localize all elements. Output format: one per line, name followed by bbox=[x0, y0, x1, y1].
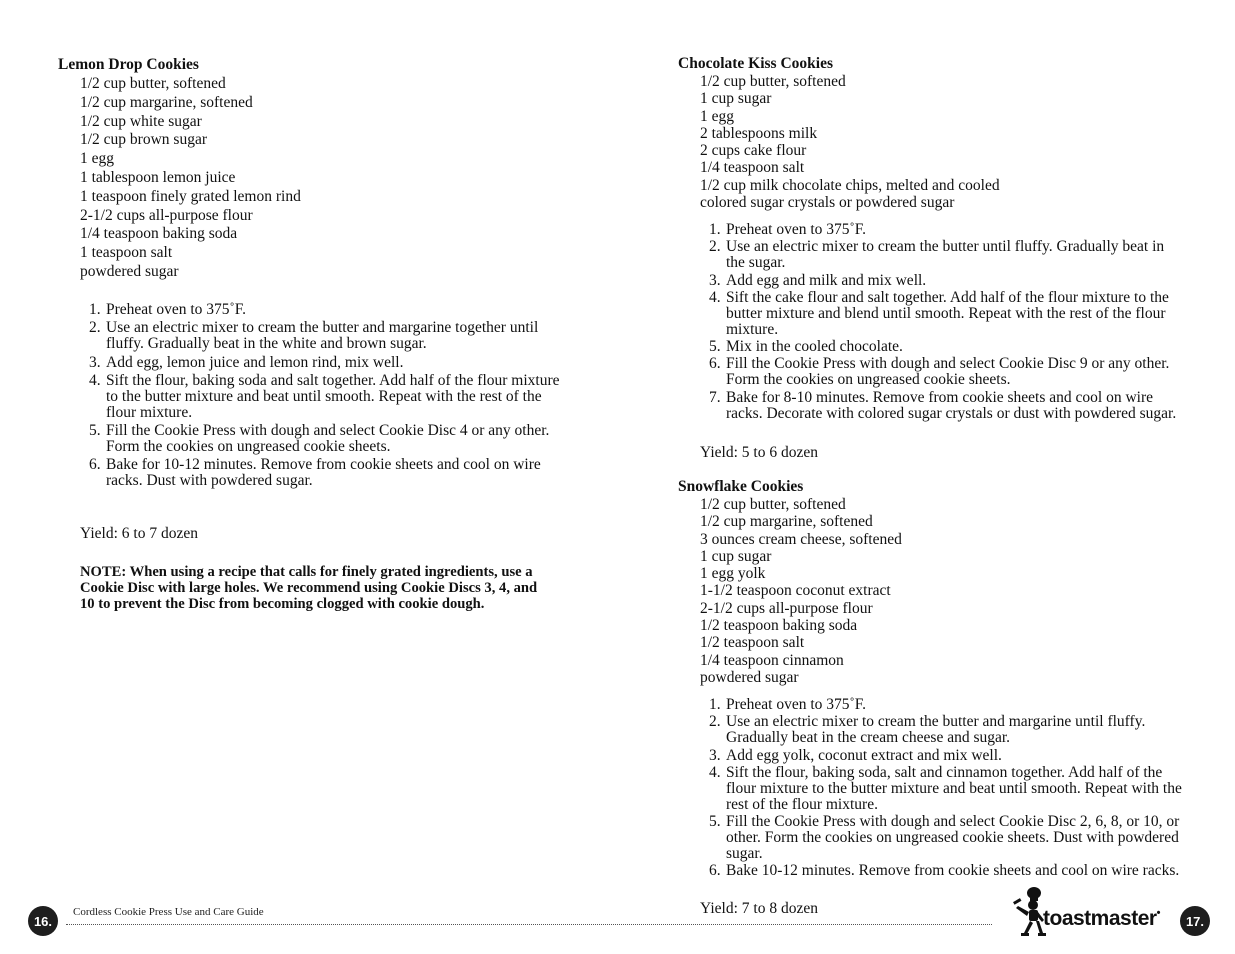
step: 3. Add egg and milk and mix well. bbox=[709, 271, 927, 289]
yield-text: Yield: 5 to 6 dozen bbox=[700, 444, 818, 461]
step: 5. Fill the Cookie Press with dough and select Cookie Disc 4 or any other. Form the cookies on ungreased cookie sheets. bbox=[89, 422, 550, 456]
ingredient: 1 egg bbox=[80, 150, 115, 168]
ingredient: 1/2 cup brown sugar bbox=[80, 131, 207, 149]
step: 6. Fill the Cookie Press with dough and select Cookie Disc 9 or any other. Form the cookies on ungreased cookie sheets. bbox=[709, 355, 1170, 389]
step: 1. Preheat oven to 375˚F. bbox=[709, 696, 866, 713]
ingredient: 1 tablespoon lemon juice bbox=[80, 168, 236, 186]
ingredient: 1 egg yolk bbox=[700, 565, 766, 583]
step: 1. Preheat oven to 375˚F. bbox=[89, 301, 246, 318]
step: 4. Sift the flour, baking soda, salt and cinnamon together. Add half of the flour mixture to the butter mixture and beat until smooth. Repeat with the rest of the flour mixture. bbox=[709, 763, 1182, 813]
page-number-left: 16. bbox=[28, 906, 58, 936]
ingredient: 1 cup sugar bbox=[700, 90, 772, 108]
ingredient: 1/2 cup white sugar bbox=[80, 112, 202, 130]
ingredient: 1/2 cup margarine, softened bbox=[80, 93, 253, 111]
ingredient-list bbox=[700, 496, 1188, 686]
ingredient: 1/2 cup butter, softened bbox=[80, 75, 226, 92]
ingredient: colored sugar crystals or powdered sugar bbox=[700, 194, 955, 212]
ingredient: 1/2 cup butter, softened bbox=[700, 73, 846, 90]
step: 7. Bake for 8-10 minutes. Remove from cookie sheets and cool on wire racks. Decorate with colored sugar crystals or dust with powdered sugar. bbox=[709, 388, 1177, 422]
step-list bbox=[89, 301, 566, 492]
step: 5. Mix in the cooled chocolate. bbox=[709, 338, 903, 356]
recipe-lemon-drop bbox=[58, 56, 560, 490]
recipe-snowflake bbox=[678, 478, 1188, 880]
step: 2. Use an electric mixer to cream the butter and margarine until fluffy. Gradually beat in the cream cheese and sugar. bbox=[709, 713, 1146, 747]
ingredient: 1/2 teaspoon salt bbox=[700, 634, 805, 652]
ingredient: powdered sugar bbox=[700, 668, 799, 686]
toastmaster-logo bbox=[1012, 886, 1172, 938]
step: 4. Sift the flour, baking soda and salt together. Add half of the flour mixture to the butter mixture and beat until smooth. Repeat with the rest of the flour mixture. bbox=[89, 371, 560, 421]
registered-dot: • bbox=[1156, 907, 1160, 919]
step-list bbox=[709, 696, 1186, 881]
page-number-right: 17. bbox=[1180, 906, 1210, 936]
ingredient: 1 egg bbox=[700, 107, 735, 125]
recipe-title: Snowflake Cookies bbox=[678, 478, 804, 495]
ingredient: 1 teaspoon salt bbox=[80, 244, 173, 262]
step: 1. Preheat oven to 375˚F. bbox=[709, 221, 866, 238]
ingredient: 1 teaspoon finely grated lemon rind bbox=[80, 187, 301, 205]
step: 5. Fill the Cookie Press with dough and select Cookie Disc 2, 6, 8, or 10, or other. Form the cookies on ungreased cookie sheets. Dust with powdered sugar. bbox=[709, 813, 1180, 863]
ingredient: 1-1/2 teaspoon coconut extract bbox=[700, 582, 891, 600]
ingredient: 1/4 teaspoon salt bbox=[700, 159, 805, 177]
dotted-rule bbox=[66, 924, 992, 925]
chef-mascot-icon bbox=[1012, 886, 1046, 938]
step: 3. Add egg, lemon juice and lemon rind, mix well. bbox=[89, 353, 404, 371]
recipe-title: Chocolate Kiss Cookies bbox=[678, 55, 833, 72]
ingredient: 1/4 teaspoon baking soda bbox=[80, 225, 238, 243]
note-text: NOTE: When using a recipe that calls for finely grated ingredients, use a Cookie Disc with large holes. We recommend using Cookie Discs 3, 4, and 10 to prevent the Disc from becoming clogged with cookie dough. bbox=[80, 564, 538, 612]
ingredient: 1/2 cup milk chocolate chips, melted and cooled bbox=[700, 176, 1000, 194]
step-list bbox=[709, 221, 1186, 423]
ingredient: 1/2 cup margarine, softened bbox=[700, 513, 873, 531]
yield-text: Yield: 7 to 8 dozen bbox=[700, 900, 818, 917]
ingredient: 2-1/2 cups all-purpose flour bbox=[80, 206, 253, 224]
ingredient: 1 cup sugar bbox=[700, 547, 772, 565]
step: 4. Sift the cake flour and salt together. Add half of the flour mixture to the butter mixture and blend until smooth. Repeat with the rest of the flour mixture. bbox=[709, 288, 1169, 338]
guide-title: Cordless Cookie Press Use and Care Guide bbox=[73, 906, 264, 918]
step: 6. Bake 10-12 minutes. Remove from cookie sheets and cool on wire racks. bbox=[709, 862, 1180, 880]
ingredient: 3 ounces cream cheese, softened bbox=[700, 530, 902, 548]
ingredient: powdered sugar bbox=[80, 262, 179, 280]
ingredient: 2-1/2 cups all-purpose flour bbox=[700, 599, 873, 617]
step: 6. Bake for 10-12 minutes. Remove from cookie sheets and cool on wire racks. Dust with powdered sugar. bbox=[89, 456, 541, 490]
recipe-title: Lemon Drop Cookies bbox=[58, 56, 199, 73]
ingredient: 2 tablespoons milk bbox=[700, 124, 818, 142]
ingredient: 2 cups cake flour bbox=[700, 142, 807, 160]
ingredient-list bbox=[80, 75, 558, 282]
step: 3. Add egg yolk, coconut extract and mix well. bbox=[709, 746, 1002, 764]
ingredient: 1/4 teaspoon cinnamon bbox=[700, 651, 844, 669]
step: 2. Use an electric mixer to cream the butter until fluffy. Gradually beat in the sugar. bbox=[709, 238, 1165, 272]
step: 2. Use an electric mixer to cream the butter and margarine together until fluffy. Gradually beat in the white and brown sugar. bbox=[89, 319, 539, 353]
recipe-chocolate-kiss bbox=[678, 55, 1188, 422]
ingredient-list bbox=[700, 73, 1188, 211]
ingredient: 1/2 teaspoon baking soda bbox=[700, 617, 858, 635]
brand-name: toastmaster• bbox=[1043, 907, 1160, 930]
yield-text: Yield: 6 to 7 dozen bbox=[80, 525, 198, 542]
ingredient: 1/2 cup butter, softened bbox=[700, 496, 846, 513]
